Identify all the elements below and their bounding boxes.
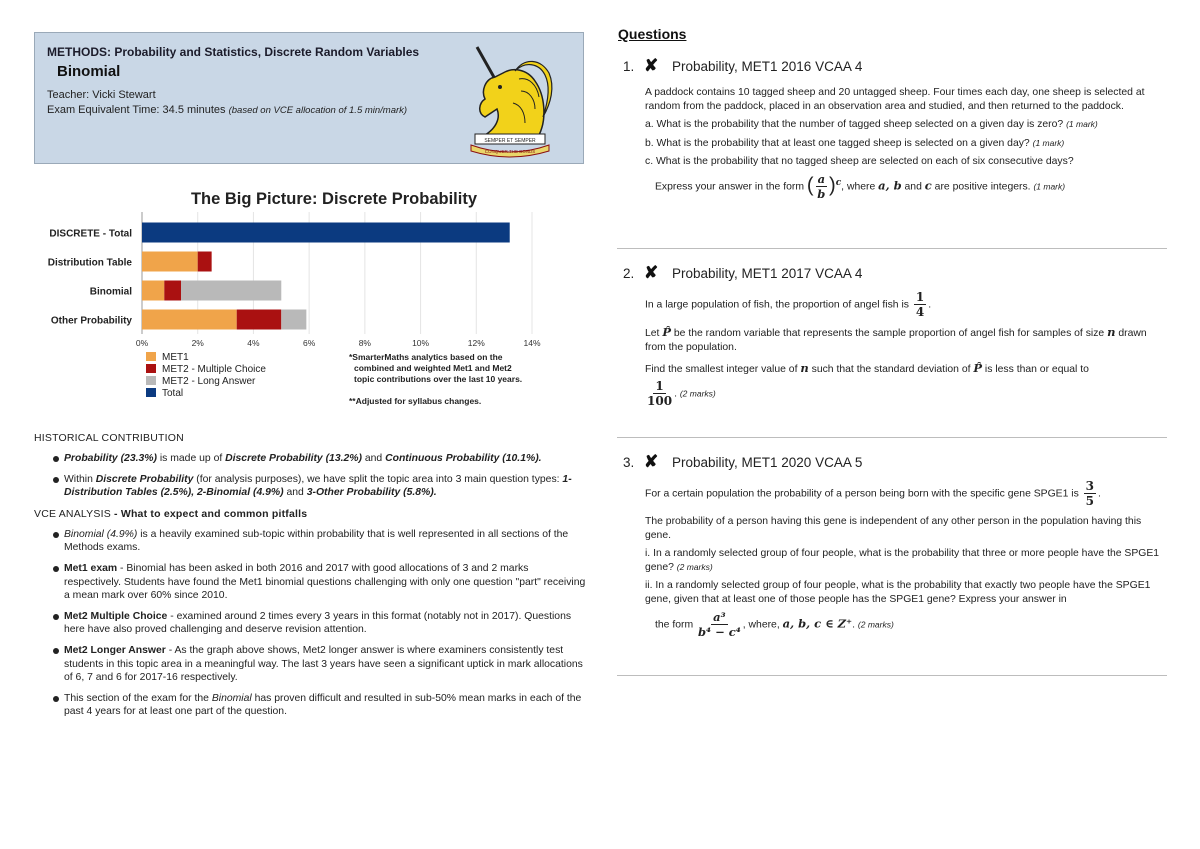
mark-allocation: (2 marks) <box>676 561 713 572</box>
category-label: DISCRETE - Total <box>49 228 132 240</box>
text: This section of the exam for the <box>64 692 212 704</box>
course-name: METHODS: Probability and Statistics, Discrete Random Variables <box>47 45 420 59</box>
list-item <box>34 473 586 500</box>
p-hat: P̂ <box>662 325 671 339</box>
question-header <box>617 56 1167 76</box>
list-item <box>34 692 586 719</box>
probability-share: Probability (23.3%) <box>64 453 157 464</box>
school-unicorn-logo <box>455 39 563 159</box>
text: In a large population of fish, the proportion of angel fish is <box>645 299 912 311</box>
teacher-name: Vicki Stewart <box>89 89 156 101</box>
legend-label: MET1 <box>162 352 189 363</box>
vce-list <box>34 528 586 719</box>
chart-title: The Big Picture: Discrete Probability <box>190 190 478 208</box>
part-ii <box>645 579 1167 606</box>
numerator: 1 <box>915 290 925 304</box>
part-text: In a randomly selected group of four people, what is the probability that three or more people have the SPGE1 gene? <box>645 548 1160 573</box>
x-mark-icon[interactable]: ✘ <box>644 452 659 471</box>
text: (for analysis purposes), we have split the topic area into 3 main question types: <box>193 473 563 485</box>
legend-swatch <box>146 352 156 361</box>
list-item <box>34 562 586 603</box>
logo-scroll: CONQUER THE BONDS <box>484 149 536 154</box>
fraction-one-hundredth <box>647 380 672 407</box>
question-1 <box>617 56 1167 249</box>
text: Within <box>64 473 96 485</box>
exponent: c <box>835 177 842 188</box>
question-2 <box>617 263 1167 438</box>
exam-time-value: 34.5 minutes <box>159 104 226 116</box>
chart-note: combined and weighted Met1 and Met2 <box>354 363 512 373</box>
part-text: What is the probability that no tagged sheep are selected on each of six consecutive days? <box>653 156 1074 168</box>
list-item <box>34 452 586 466</box>
denominator: 4 <box>915 305 925 319</box>
text: Find the smallest integer value of <box>645 364 801 376</box>
part-c <box>645 155 1167 169</box>
question-stem: A paddock contains 10 tagged sheep and 20 untagged sheep. Four times each day, one sheep is selected at random from the paddock, placed in an observation area and studied, and then returned to the paddock. <box>645 87 1145 112</box>
exam-time-label: Exam Equivalent Time: <box>47 104 160 116</box>
text: Express your answer in the form <box>655 181 807 193</box>
fraction-a3-over-b4-c4 <box>698 611 741 638</box>
text: such that the standard deviation of <box>808 364 974 376</box>
text: , where, <box>742 618 783 630</box>
text: the form <box>655 618 696 630</box>
text: and <box>901 181 925 193</box>
list-item <box>34 528 586 555</box>
met2-la-label: Met2 Longer Answer <box>64 644 166 656</box>
mark-allocation: (1 mark) <box>1033 181 1066 192</box>
chart-note: **Adjusted for syllabus changes. <box>349 396 482 406</box>
part-text: What is the probability that the number of tagged sheep selected on a given day is zero? <box>653 119 1067 131</box>
text: has proven difficult and resulted in sub-50% mean marks in each of the past 4 years for at least one part of the question. <box>64 692 582 718</box>
vars: a, b <box>878 178 902 193</box>
text: . <box>1098 488 1101 500</box>
category-label: Distribution Table <box>47 257 132 269</box>
sentence-2 <box>645 326 1167 354</box>
text: be the random variable that represents the sample proportion of angel fish for samples of size <box>671 328 1108 339</box>
historical-list <box>34 452 586 500</box>
x-tick-label: 12% <box>467 338 485 348</box>
bar-segment <box>237 310 282 330</box>
binomial-term: Binomial <box>211 692 252 704</box>
discrete-term: Discrete Probability <box>95 473 194 485</box>
exam-time-note: (based on VCE allocation of 1.5 min/mark) <box>228 105 408 116</box>
question-body <box>617 86 1167 200</box>
numerator: a³ <box>713 609 726 624</box>
fraction-one-quarter <box>914 291 926 318</box>
text: . <box>674 388 680 400</box>
part-a <box>645 118 1167 132</box>
var-c: c <box>924 178 932 193</box>
bar-segment <box>142 310 237 330</box>
vce-heading-sub: - What to expect and common pitfalls <box>110 507 308 520</box>
bar-segment <box>142 252 198 272</box>
legend-label: MET2 - Multiple Choice <box>162 364 266 375</box>
questions-heading: Questions <box>618 26 687 42</box>
denominator: 100 <box>647 393 673 408</box>
vce-heading <box>34 508 586 520</box>
part-i <box>645 547 1167 574</box>
list-item <box>34 610 586 637</box>
legend-swatch <box>146 388 156 397</box>
x-tick-label: 8% <box>358 338 372 348</box>
text: . <box>852 618 858 630</box>
numerator: a <box>817 171 826 186</box>
other-share: 3-Other Probability (5.8%). <box>306 487 437 499</box>
sentence-3 <box>645 362 1167 377</box>
discrete-share: Discrete Probability (13.2%) <box>225 453 362 464</box>
bar-segment <box>164 281 181 301</box>
text: For a certain population the probability of a person being born with the specific gene SPGE1 is <box>645 488 1082 500</box>
text: are positive integers. <box>931 181 1034 193</box>
sentence-2: The probability of a person having this gene is independent of any other person in the population having this gene. <box>645 516 1142 541</box>
text: - Binomial has been asked in both 2016 and 2017 with good allocations of 3 and 2 marks respectively. Students have found the Met1 binomial questions challenging with only one question "part" receiving a mean mark over 60% since 2010. <box>64 562 586 602</box>
fraction-a-over-b <box>816 173 827 200</box>
question-3 <box>617 452 1167 676</box>
part-label: c. <box>645 156 654 168</box>
met1-label: Met1 exam <box>64 562 118 574</box>
bar-segment <box>181 281 281 301</box>
x-tick-label: 14% <box>523 338 541 348</box>
bar-segment <box>142 223 510 243</box>
chart-note: *SmarterMaths analytics based on the <box>349 352 503 362</box>
denominator: b⁴ − c⁴ <box>698 624 741 639</box>
topic-title: Binomial <box>57 63 121 80</box>
bar-segment <box>281 310 306 330</box>
binomial-share: Binomial (4.9%) <box>64 528 138 540</box>
text: Let <box>645 328 663 339</box>
legend-swatch <box>146 364 156 373</box>
mark-allocation: (2 marks) <box>679 388 716 399</box>
part-label: ii. <box>645 580 653 592</box>
part-label: a. <box>645 119 654 131</box>
x-tick-label: 2% <box>191 338 204 348</box>
text: - examined around 2 times every 3 years in this format (notably not in 2017). Questions here have also proved challenging and deserve revision attention. <box>64 610 572 636</box>
questions-column <box>617 26 1167 676</box>
list-item <box>34 644 586 685</box>
course-header <box>34 32 584 164</box>
denominator: b <box>817 186 826 201</box>
bar-segment <box>142 281 164 301</box>
text: . <box>928 299 932 311</box>
part-text: In a randomly selected group of four people, what is the probability that exactly two people have the SPGE1 gene, given that at least one of those people has the SPGE1 gene? Express your answer in <box>645 580 1151 605</box>
fraction-three-fifths <box>1084 480 1096 507</box>
continuous-share: Continuous Probability (10.1%). <box>385 453 542 464</box>
sentence-1 <box>645 291 1167 318</box>
text: drawn from the population. <box>645 328 1147 353</box>
numerator: 1 <box>655 378 664 393</box>
question-types: 1-Distribution Tables (2.5%), 2-Binomial (4.9%) <box>64 473 572 499</box>
x-mark-icon[interactable]: ✘ <box>644 263 659 282</box>
category-label: Other Probability <box>50 315 132 327</box>
question-number: 2. <box>623 265 635 281</box>
part-b <box>645 137 1167 151</box>
n-var: n <box>1107 325 1116 339</box>
question-title: Probability, MET1 2016 VCAA 4 <box>672 58 863 74</box>
mark-allocation: (1 mark) <box>1032 137 1065 148</box>
part-c-form: Express your answer in the form ( $\frac{a}{b}$ )$^c$, where a, b and c are positive integers. (1 mark) <box>655 171 1066 201</box>
met2-mc-label: Met2 Multiple Choice <box>64 610 168 622</box>
part-ii-form <box>645 611 1167 638</box>
denominator: 5 <box>1085 494 1095 508</box>
part-label: b. <box>645 137 654 149</box>
teacher-label: Teacher: <box>47 89 90 101</box>
x-tick-label: 0% <box>135 338 149 348</box>
vce-heading-label: VCE ANALYSIS <box>34 507 111 520</box>
bar-segment <box>198 252 212 272</box>
category-label: Binomial <box>89 286 132 298</box>
legend-label: MET2 - Long Answer <box>162 376 256 387</box>
question-title: Probability, MET1 2017 VCAA 4 <box>672 265 863 281</box>
question-title: Probability, MET1 2020 VCAA 5 <box>672 454 863 470</box>
part-text: What is the probability that at least one tagged sheep is selected on a given day? <box>653 137 1033 149</box>
p-hat: P̂ <box>973 361 983 376</box>
discrete-probability-chart <box>34 180 586 420</box>
text: - As the graph above shows, Met2 longer answer is where examiners consistently test students in this topic area in a meaningful way. The last 3 years have seen a significant uptick in mark allocations of 6, 7 and 6 for 2017-16 respectively. <box>64 644 583 684</box>
question-header <box>617 263 1167 283</box>
text: and <box>361 453 386 464</box>
left-column <box>34 32 586 726</box>
numerator: 3 <box>1085 479 1095 493</box>
legend-label: Total <box>162 388 184 399</box>
sentence-3-end <box>645 380 1167 407</box>
text: is made up of <box>156 453 226 464</box>
x-tick-label: 10% <box>412 338 430 348</box>
legend-swatch <box>146 376 156 385</box>
x-tick-label: 6% <box>302 338 316 348</box>
question-number: 3. <box>623 454 635 470</box>
n-var: n <box>800 361 809 376</box>
chart-svg <box>34 180 586 420</box>
text: and <box>283 487 307 499</box>
question-header <box>617 452 1167 472</box>
set-membership: a, b, c ∈ Z⁺ <box>782 615 853 630</box>
chart-note: topic contributions over the last 10 years. <box>354 374 523 384</box>
historical-heading: HISTORICAL CONTRIBUTION <box>34 432 184 444</box>
sentence-1 <box>645 480 1167 507</box>
part-label: i. <box>645 548 651 560</box>
text: is a heavily examined sub-topic within probability that is well represented in all sections of the Methods exams. <box>64 528 569 554</box>
text: , where <box>841 181 879 193</box>
x-tick-label: 4% <box>247 338 260 348</box>
question-body <box>617 480 1167 638</box>
mark-allocation: (1 mark) <box>1066 119 1098 130</box>
text: is less than or equal to <box>982 364 1089 376</box>
question-number: 1. <box>623 58 635 74</box>
logo-motto: SEMPER ET SEMPER <box>484 138 536 144</box>
question-body <box>617 291 1167 407</box>
x-mark-icon[interactable]: ✘ <box>644 56 659 75</box>
mark-allocation: (2 marks) <box>857 618 894 629</box>
